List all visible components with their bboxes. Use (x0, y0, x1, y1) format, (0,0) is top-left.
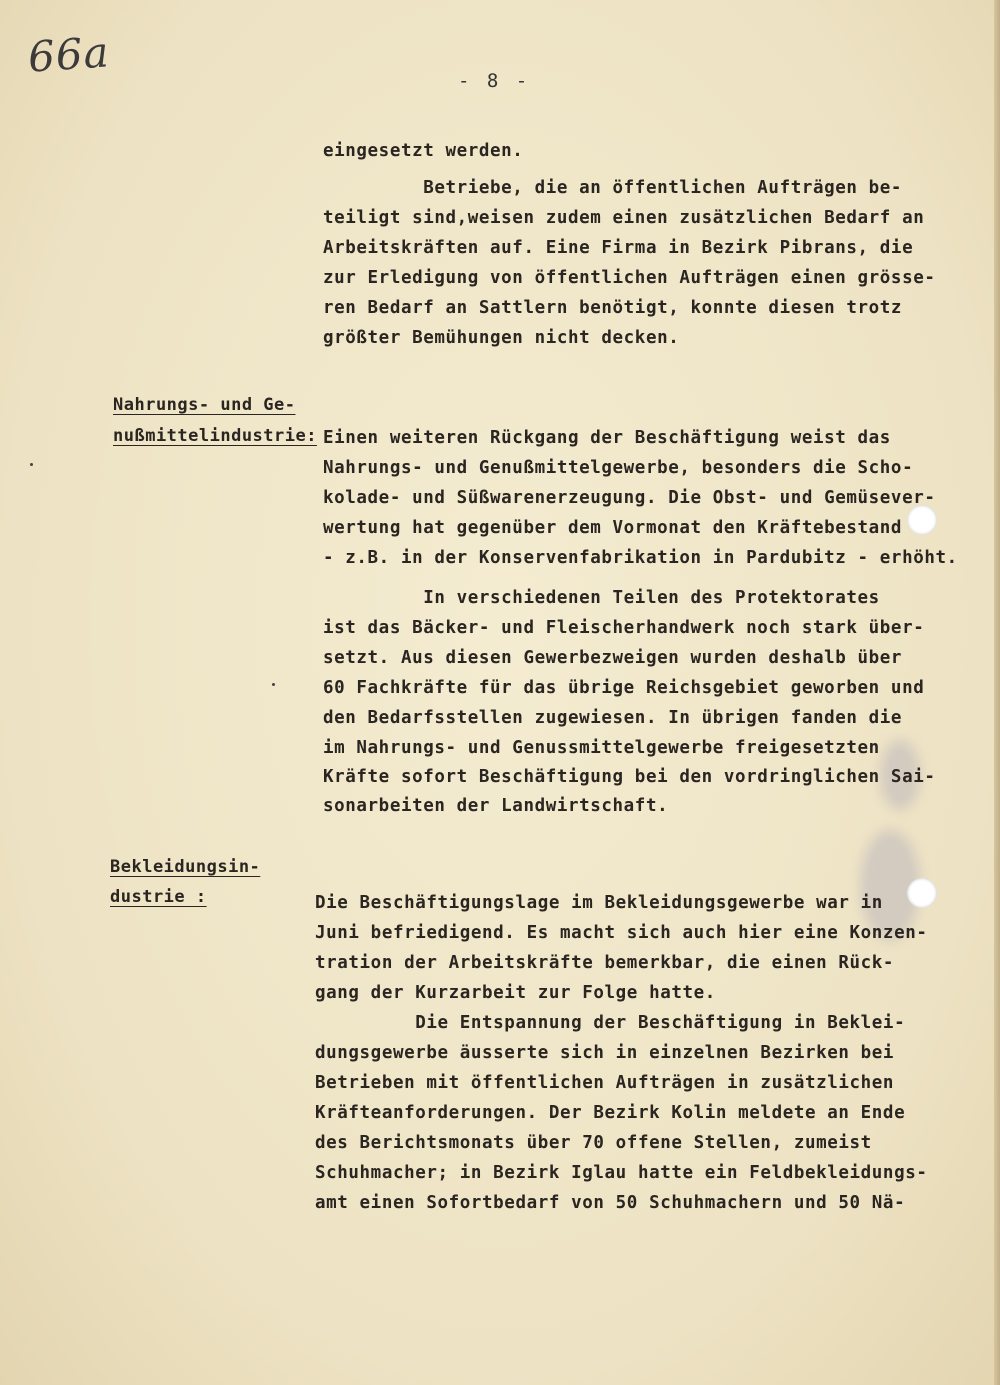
text-line: 60 Fachkräfte für das übrige Reichsgebiet geworben und (323, 678, 925, 698)
text-line: In verschiedenen Teilen des Protektorates (323, 588, 880, 608)
text-line: Kräfte sofort Beschäftigung bei den vordringlichen Sai- (323, 767, 936, 787)
text-line: Nahrungs- und Genußmittelgewerbe, besonders die Scho- (323, 458, 914, 478)
archive-number: 66a (26, 27, 112, 82)
text-line: zur Erledigung von öffentlichen Aufträgen einen grösse- (323, 268, 936, 288)
text-line: dungsgewerbe äusserte sich in einzelnen Bezirken bei (315, 1043, 895, 1063)
text-line: Die Beschäftigungslage im Bekleidungsgewerbe war in (315, 893, 883, 913)
text-line: Einen weiteren Rückgang der Beschäftigung weist das (323, 428, 891, 448)
page-number: - 8 - (458, 70, 531, 92)
text-line: Schuhmacher; in Bezirk Iglau hatte ein Feldbekleidungs- (315, 1163, 928, 1183)
text-line: wertung hat gegenüber dem Vormonat den Kräftebestand (323, 518, 903, 538)
text-line: größter Bemühungen nicht decken. (323, 328, 680, 348)
text-line: Betriebe, die an öffentlichen Aufträgen be- (323, 178, 903, 198)
speck (272, 683, 275, 686)
text-line: tration der Arbeitskräfte bemerkbar, die einen Rück- (315, 953, 895, 973)
text-line: Kräfteanforderungen. Der Bezirk Kolin meldete an Ende (315, 1103, 906, 1123)
text-line: ren Bedarf an Sattlern benötigt, konnte diesen trotz (323, 298, 903, 318)
text-line: setzt. Aus diesen Gewerbezweigen wurden deshalb über (323, 648, 903, 668)
text-line: Arbeitskräften auf. Eine Firma in Bezirk Pibrans, die (323, 238, 914, 258)
text-line: ist das Bäcker- und Fleischerhandwerk noch stark über- (323, 618, 925, 638)
text-line: des Berichtsmonats über 70 offene Stellen, zumeist (315, 1133, 872, 1153)
text-line: kolade- und Süßwarenerzeugung. Die Obst- und Gemüsever- (323, 488, 936, 508)
text-line: den Bedarfsstellen zugewiesen. In übrigen fanden die (323, 708, 903, 728)
text-line: sonarbeiten der Landwirtschaft. (323, 796, 669, 816)
text-line: im Nahrungs- und Genussmittelgewerbe freigesetzten (323, 738, 880, 758)
speck (30, 463, 33, 466)
punch-hole-bottom (907, 878, 937, 908)
section-label-food: nußmittelindustrie: (113, 426, 317, 446)
text-line: Die Entspannung der Beschäftigung in Beklei- (315, 1013, 906, 1033)
text-line: teiligt sind,weisen zudem einen zusätzlichen Bedarf an (323, 208, 925, 228)
text-line: eingesetzt werden. (323, 141, 524, 161)
section-label-food: Nahrungs- und Ge- (113, 395, 296, 415)
text-line: amt einen Sofortbedarf von 50 Schuhmachern und 50 Nä- (315, 1193, 906, 1213)
text-line: gang der Kurzarbeit zur Folge hatte. (315, 983, 716, 1003)
text-line: - z.B. in der Konservenfabrikation in Pardubitz - erhöht. (323, 548, 958, 568)
text-line: Betrieben mit öffentlichen Aufträgen in zusätzlichen (315, 1073, 895, 1093)
section-label-clothing: dustrie : (110, 887, 207, 907)
page-edge (994, 0, 1000, 1385)
text-line: Juni befriedigend. Es macht sich auch hier eine Konzen- (315, 923, 928, 943)
punch-hole-top (907, 505, 937, 535)
section-label-clothing: Bekleidungsin- (110, 857, 261, 877)
